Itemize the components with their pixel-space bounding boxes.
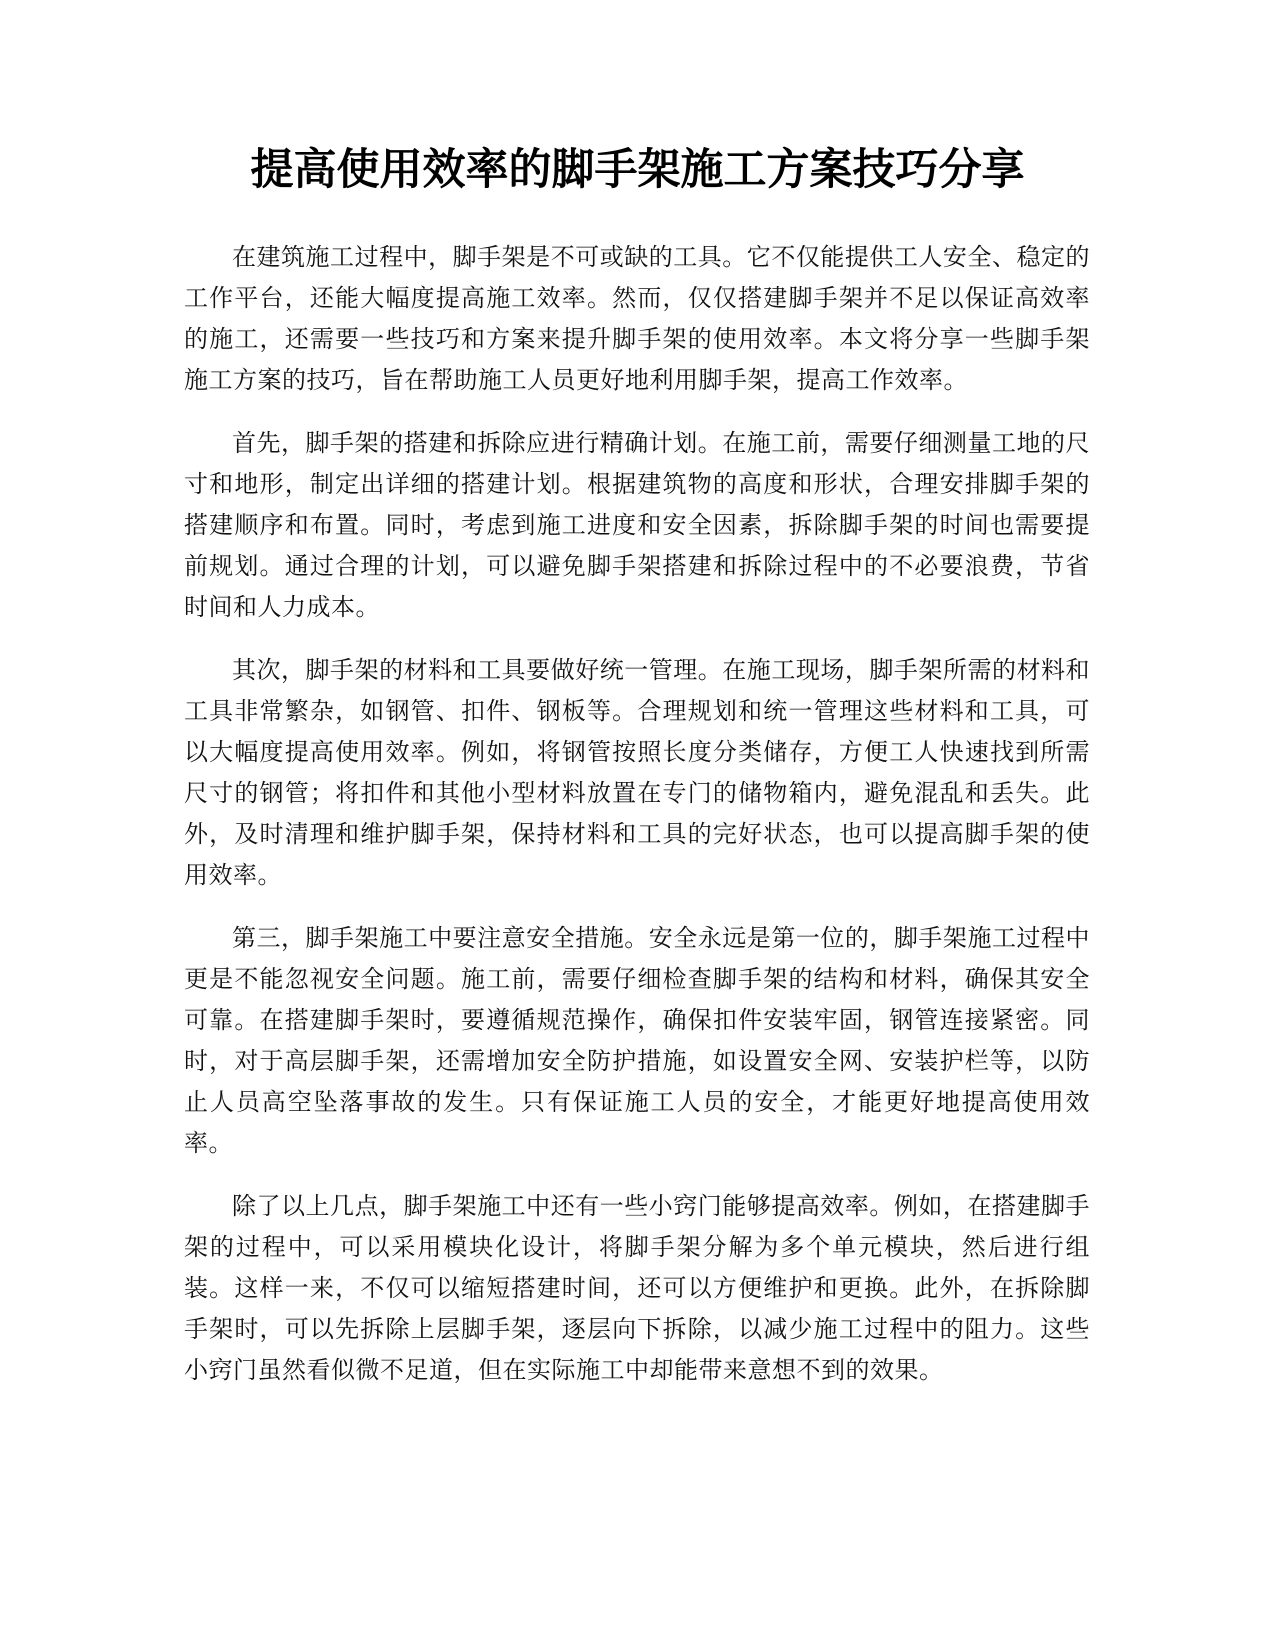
paragraph-materials: 其次，脚手架的材料和工具要做好统一管理。在施工现场，脚手架所需的材料和工具非常繁杂，如钢管、扣件、钢板等。合理规划和统一管理这些材料和工具，可以大幅度提高使用效率。例如，将钢管按照长度分类储存，方便工人快速找到所需尺寸的钢管；将扣件和其他小型材料放置在专门的储物箱内，避免混乱和丢失。此外，及时清理和维护脚手架，保持材料和工具的完好状态，也可以提高脚手架的使用效率。 (184, 656, 1090, 889)
paragraph-intro: 在建筑施工过程中，脚手架是不可或缺的工具。它不仅能提供工人安全、稳定的工作平台，还能大幅度提高施工效率。然而，仅仅搭建脚手架并不足以保证高效率的施工，还需要一些技巧和方案来提升脚手架的使用效率。本文将分享一些脚手架施工方案的技巧，旨在帮助施工人员更好地利用脚手架，提高工作效率。 (184, 243, 1090, 394)
paragraph-tips: 除了以上几点，脚手架施工中还有一些小窍门能够提高效率。例如，在搭建脚手架的过程中，可以采用模块化设计，将脚手架分解为多个单元模块，然后进行组装。这样一来，不仅可以缩短搭建时间，还可以方便维护和更换。此外，在拆除脚手架时，可以先拆除上层脚手架，逐层向下拆除，以减少施工过程中的阻力。这些小窍门虽然看似微不足道，但在实际施工中却能带来意想不到的效果。 (184, 1192, 1090, 1384)
paragraph-safety: 第三，脚手架施工中要注意安全措施。安全永远是第一位的，脚手架施工过程中更是不能忽视安全问题。施工前，需要仔细检查脚手架的结构和材料，确保其安全可靠。在搭建脚手架时，要遵循规范操作，确保扣件安装牢固，钢管连接紧密。同时，对于高层脚手架，还需增加安全防护措施，如设置安全网、安装护栏等，以防止人员高空坠落事故的发生。只有保证施工人员的安全，才能更好地提高使用效率。 (184, 924, 1090, 1157)
document-title: 提高使用效率的脚手架施工方案技巧分享 (250, 145, 1025, 195)
paragraph-planning: 首先，脚手架的搭建和拆除应进行精确计划。在施工前，需要仔细测量工地的尺寸和地形，制定出详细的搭建计划。根据建筑物的高度和形状，合理安排脚手架的搭建顺序和布置。同时，考虑到施工进度和安全因素，拆除脚手架的时间也需要提前规划。通过合理的计划，可以避免脚手架搭建和拆除过程中的不必要浪费，节省时间和人力成本。 (184, 429, 1090, 621)
document-body (184, 237, 1090, 1413)
